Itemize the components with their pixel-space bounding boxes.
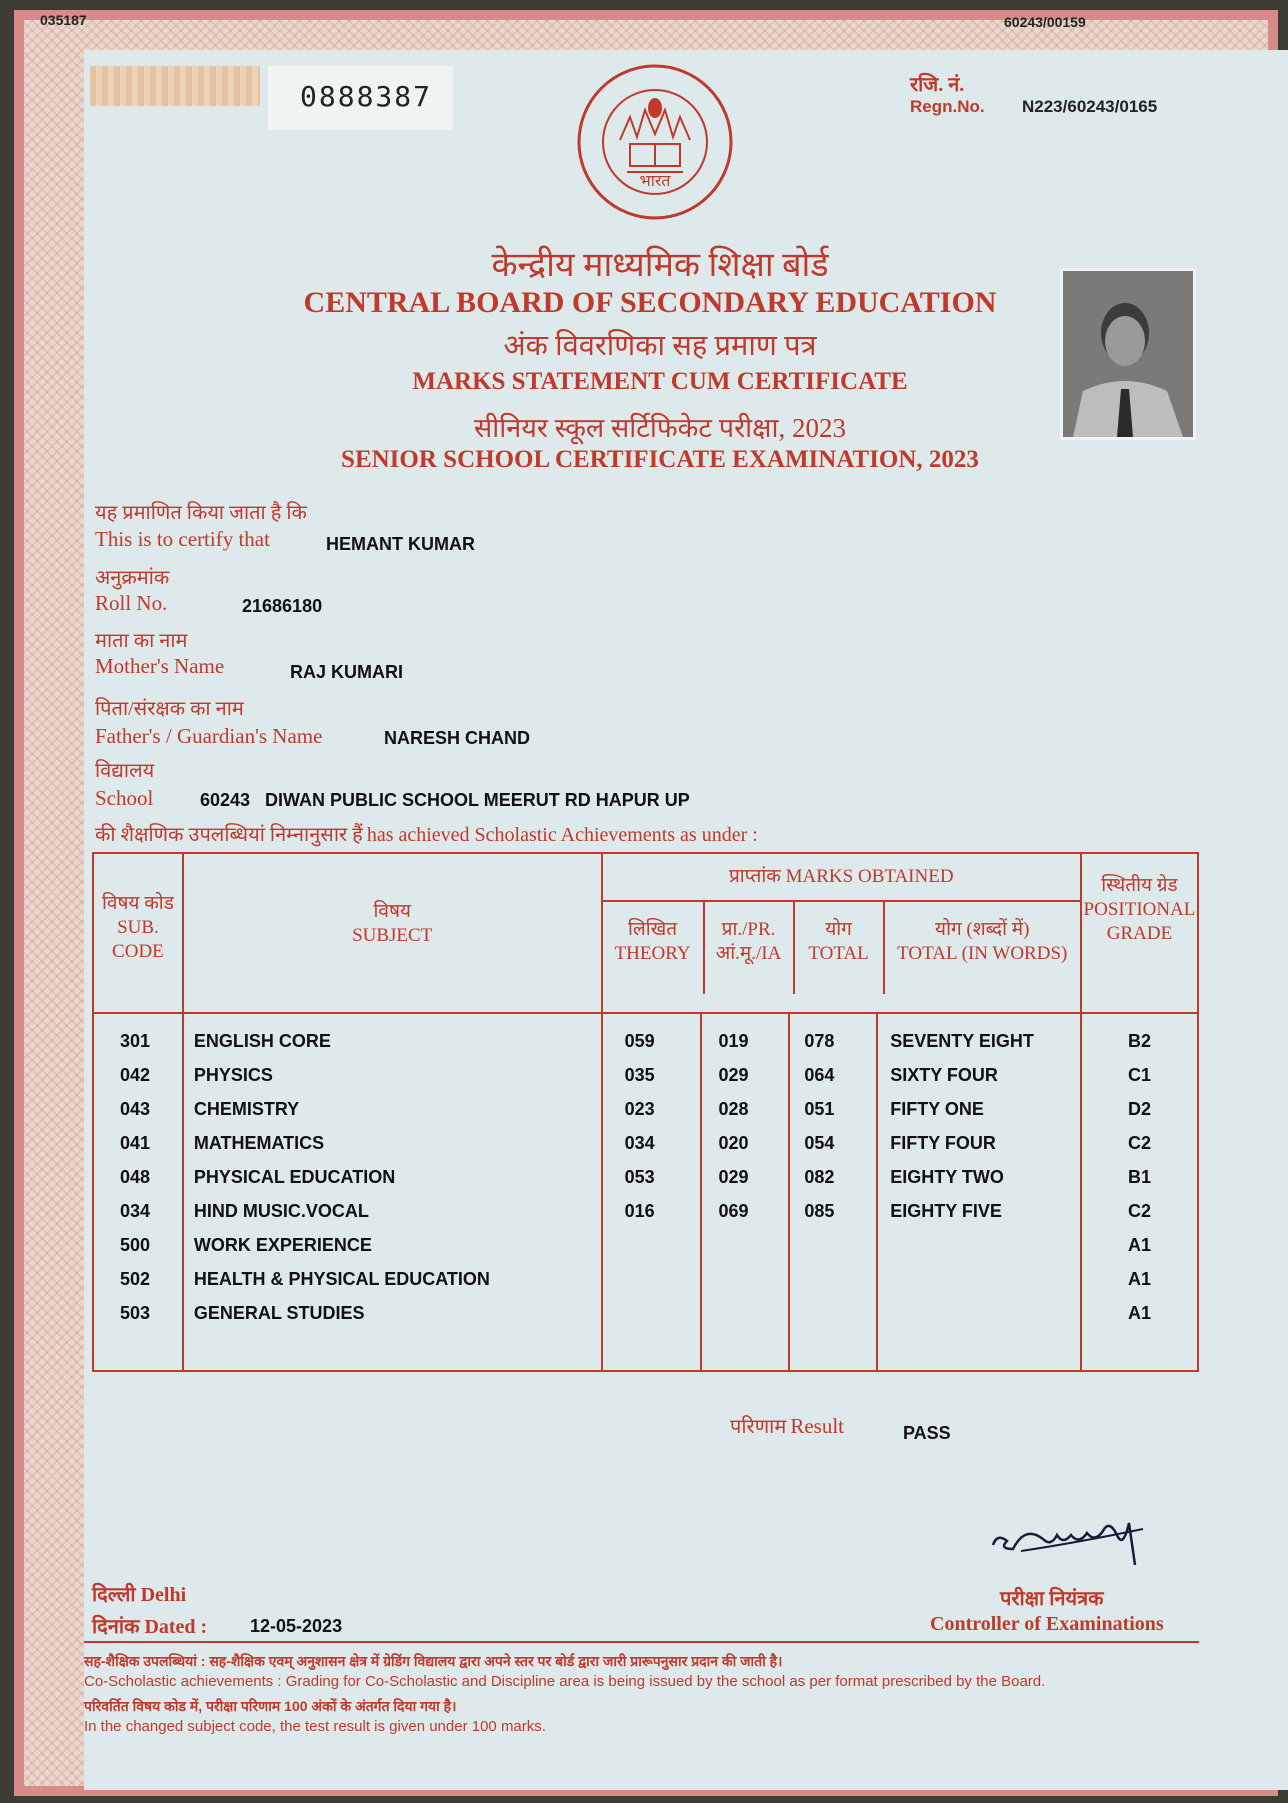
student-name: HEMANT KUMAR [326, 534, 475, 554]
total-words-cell: EIGHTY FIVE [890, 1200, 1002, 1221]
certificate-number: 0888387 [300, 80, 433, 113]
practical-header-line1: प्रा./PR. [721, 919, 776, 940]
grade-cell: C2 [1127, 1132, 1151, 1153]
code-cell: 042 [120, 1064, 151, 1085]
sub-code-header-english-2: CODE [112, 941, 164, 962]
table-header-row [93, 853, 1198, 1013]
practical-header [703, 902, 793, 994]
marks-table [92, 852, 1199, 1372]
total-words-header-hindi: योग (शब्दों में) [935, 919, 1030, 940]
practical-cell: 029 [718, 1064, 749, 1085]
theory-cell: 034 [624, 1132, 655, 1153]
theory-header-hindi: लिखित [628, 919, 678, 940]
person-photo-icon [1063, 271, 1193, 437]
place [92, 1580, 186, 1607]
roll-label-hindi: अनुक्रमांक [95, 567, 170, 589]
code-cell: 500 [120, 1234, 151, 1255]
serial-top-right: 60243/00159 [1004, 14, 1086, 30]
mother-name: RAJ KUMARI [290, 662, 404, 682]
school-label-hindi: विद्यालय [95, 760, 155, 782]
practical-cell: 028 [718, 1098, 749, 1119]
regn-number: N223/60243/0165 [1022, 97, 1158, 116]
total-cell: 082 [804, 1166, 835, 1187]
marks-subheaders [603, 902, 1080, 994]
words-column [877, 1013, 1081, 1371]
svg-text:भारत: भारत [639, 171, 671, 190]
table-row [93, 1013, 1198, 1371]
signature-icon [985, 1505, 1155, 1575]
grade-cell: C2 [1127, 1200, 1151, 1221]
place-hindi: दिल्ली [92, 1584, 136, 1606]
sub-code-header [93, 853, 183, 1013]
theory-cell: 035 [624, 1064, 655, 1085]
result-label-hindi: परिणाम [730, 1416, 787, 1438]
footer-divider [84, 1641, 1199, 1643]
board-name-hindi: केन्द्रीय माध्यमिक शिक्षा बोर्ड [491, 247, 829, 284]
roll-label-english: Roll No. [95, 591, 168, 615]
grade-cell: C1 [1127, 1064, 1151, 1085]
total-words-cell: EIGHTY TWO [890, 1166, 1004, 1187]
achievements-hindi: की शैक्षणिक उपलब्धियां निम्नानुसार हैं [95, 824, 363, 846]
grade-column [1081, 1013, 1198, 1371]
document-title-hindi: अंक विवरणिका सह प्रमाण पत्र [503, 330, 817, 362]
theory-header-english: THEORY [614, 943, 691, 964]
father-label-hindi: पिता/संरक्षक का नाम [95, 698, 244, 720]
marks-obtained-header [602, 853, 1081, 1013]
marks-obtained-hindi: प्राप्तांक [728, 866, 781, 887]
mother-label-hindi: माता का नाम [95, 630, 188, 652]
certify-label-english: This is to certify that [95, 527, 270, 551]
practical-column [701, 1013, 789, 1371]
grade-cell: A1 [1127, 1234, 1151, 1255]
total-words-header [883, 902, 1080, 994]
theory-cell: 053 [624, 1166, 655, 1187]
grade-header-english-2: GRADE [1106, 923, 1173, 944]
total-cell: 078 [804, 1030, 835, 1051]
subject-cell: PHYSICS [193, 1064, 273, 1085]
code-cell: 502 [120, 1268, 151, 1289]
code-cell: 301 [120, 1030, 151, 1051]
code-column [93, 1013, 183, 1371]
regn-label-en: Regn.No. [910, 97, 985, 116]
dated-label-hindi: दिनांक [92, 1616, 140, 1638]
regn-label-hi: रजि. नं. [910, 74, 965, 96]
practical-cell: 019 [718, 1030, 749, 1051]
number-label-scribble [90, 66, 260, 106]
practical-cell: 069 [718, 1200, 749, 1221]
subject-cell: HEALTH & PHYSICAL EDUCATION [193, 1268, 490, 1289]
total-cell: 054 [804, 1132, 835, 1153]
document-title-english: MARKS STATEMENT CUM CERTIFICATE [412, 368, 908, 395]
grade-cell: D2 [1127, 1098, 1151, 1119]
achievements-english: has achieved Scholastic Achievements as under : [366, 824, 758, 846]
total-column [789, 1013, 877, 1371]
school-label-english: School [95, 786, 154, 810]
code-cell: 041 [120, 1132, 151, 1153]
marks-obtained-title [603, 854, 1080, 902]
footnote-2-english: In the changed subject code, the test result is given under 100 marks. [84, 1718, 546, 1735]
controller-signature [985, 1505, 1155, 1575]
subject-cell: PHYSICAL EDUCATION [193, 1166, 396, 1187]
board-seal [575, 62, 735, 222]
dated-label-english: Dated : [144, 1616, 208, 1638]
total-words-cell: FIFTY FOUR [890, 1132, 996, 1153]
total-header-hindi: योग [825, 919, 852, 940]
theory-column [602, 1013, 702, 1371]
date-value: 12-05-2023 [250, 1616, 343, 1636]
achievements-line [95, 820, 758, 847]
controller-title-hindi: परीक्षा नियंत्रक [1000, 1588, 1104, 1610]
certify-label-hindi: यह प्रमाणित किया जाता है कि [95, 502, 307, 524]
practical-cell: 029 [718, 1166, 749, 1187]
subject-cell: WORK EXPERIENCE [193, 1234, 372, 1255]
theory-cell: 059 [624, 1030, 655, 1051]
place-english: Delhi [140, 1584, 187, 1606]
total-cell: 064 [804, 1064, 835, 1085]
father-name: NARESH CHAND [384, 728, 531, 748]
total-cell: 085 [804, 1200, 835, 1221]
sub-code-header-english-1: SUB. [117, 917, 159, 938]
board-name-english: CENTRAL BOARD OF SECONDARY EDUCATION [303, 286, 997, 319]
code-cell: 034 [120, 1200, 151, 1221]
exam-title-english: SENIOR SCHOOL CERTIFICATE EXAMINATION, 2023 [341, 446, 979, 473]
subject-header-hindi: विषय [373, 901, 411, 922]
footnote-1-english: Co-Scholastic achievements : Grading for Co-Scholastic and Discipline area is being issued by the school as per format prescribed by the Board. [84, 1673, 1046, 1690]
subject-cell: HIND MUSIC.VOCAL [193, 1200, 369, 1221]
exam-title-hindi: सीनियर स्कूल सर्टिफिकेट परीक्षा, 2023 [474, 413, 846, 443]
total-header [793, 902, 883, 994]
school-name: 60243 DIWAN PUBLIC SCHOOL MEERUT RD HAPUR UP [200, 790, 690, 810]
dated-label [92, 1612, 207, 1639]
mother-label-english: Mother's Name [95, 654, 225, 678]
total-words-header-english: TOTAL (IN WORDS) [897, 943, 1068, 964]
subject-cell: ENGLISH CORE [193, 1030, 331, 1051]
total-cell: 051 [804, 1098, 835, 1119]
grade-cell: B2 [1127, 1030, 1151, 1051]
serial-top-left: 035187 [40, 12, 87, 28]
grade-cell: A1 [1127, 1302, 1151, 1323]
code-cell: 503 [120, 1302, 151, 1323]
sub-code-header-hindi: विषय कोड [101, 893, 174, 914]
grade-cell: A1 [1127, 1268, 1151, 1289]
grade-cell: B1 [1127, 1166, 1151, 1187]
total-words-cell: FIFTY ONE [890, 1098, 984, 1119]
practical-cell: 020 [718, 1132, 749, 1153]
roll-number: 21686180 [242, 596, 323, 616]
result-label-english: Result [790, 1414, 844, 1438]
controller-title-english: Controller of Examinations [930, 1613, 1164, 1635]
code-cell: 043 [120, 1098, 151, 1119]
footnote-1-hindi: सह-शैक्षिक उपलब्धियां : सह-शैक्षिक एवम् अनुशासन क्षेत्र में ग्रेडिंग विद्यालय द्वारा अपने स्तर पर बोर्ड द्वारा जारी प्रारूपनुसार प्रदान की जाती है। [84, 1653, 783, 1669]
total-words-cell: SEVENTY EIGHT [890, 1030, 1034, 1051]
theory-header [603, 902, 703, 994]
marks-obtained-english: MARKS OBTAINED [785, 866, 954, 887]
practical-header-line2: आं.मू./IA [715, 943, 782, 964]
student-photo [1060, 268, 1196, 440]
subject-header-english: SUBJECT [352, 925, 433, 946]
code-cell: 048 [120, 1166, 151, 1187]
subject-cell: GENERAL STUDIES [193, 1302, 365, 1323]
total-words-cell: SIXTY FOUR [890, 1064, 998, 1085]
subject-column [183, 1013, 602, 1371]
subject-cell: CHEMISTRY [193, 1098, 300, 1119]
father-label-english: Father's / Guardian's Name [95, 724, 323, 748]
result-value: PASS [903, 1423, 951, 1443]
total-header-english: TOTAL [808, 943, 869, 964]
grade-header-english-1: POSITIONAL [1083, 899, 1196, 920]
theory-cell: 016 [624, 1200, 655, 1221]
grade-header [1081, 853, 1198, 1013]
footnote-2-hindi: परिवर्तित विषय कोड में, परीक्षा परिणाम 100 अंकों के अंतर्गत दिया गया है। [84, 1698, 457, 1714]
board-seal-icon [575, 62, 735, 222]
result-label [730, 1412, 844, 1439]
subject-cell: MATHEMATICS [193, 1132, 325, 1153]
grade-header-hindi: स्थितीय ग्रेड [1101, 875, 1178, 896]
subject-header [183, 853, 602, 1013]
marks-table-body [93, 1013, 1198, 1371]
theory-cell: 023 [624, 1098, 655, 1119]
